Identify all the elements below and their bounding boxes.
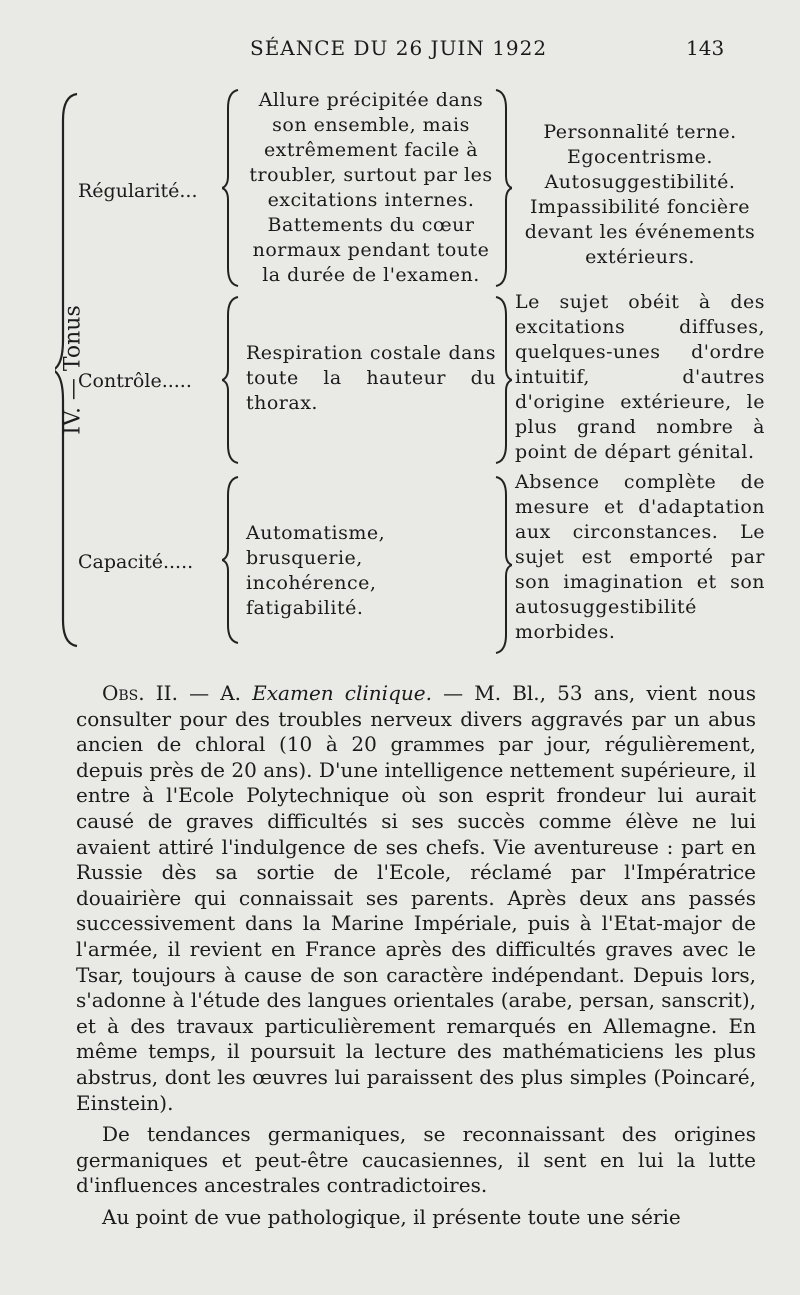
brace-left (222, 295, 242, 465)
row-1-observation: Allure précipitée dans son ensemble, mais extrêmement facile à troubler, surtout par les excitations internes. Battements du cœur normaux pendant toute la durée de l'examen. (249, 89, 493, 286)
running-title: SÉANCE DU 26 JUIN 1922 (250, 36, 548, 60)
body-text (76, 681, 756, 1230)
row-2-interpretation: Le sujet obéit à des excitations diffuses, quelques-unes d'ordre intuitif, d'autres d'origine extérieure, le plus grand nombre à point de départ génital. (515, 291, 765, 463)
brace-right (492, 295, 512, 465)
row-2-observation: Respiration costale dans toute la hauteur du thorax. (246, 342, 496, 414)
brace-right (492, 88, 512, 288)
row-3-interpretation: Absence complète de mesure et d'adaptation aux circonstances. Le sujet est emporté par son imagination et son autosuggestibilité morbides. (515, 471, 765, 643)
row-label-regularite: Régularité... (78, 180, 198, 202)
brace-left (222, 475, 242, 645)
brace-left (222, 88, 242, 288)
row-3-observation: Automatisme, brusquerie, incohérence, fatigabilité. (246, 522, 386, 619)
row-label-capacite: Capacité..... (78, 551, 194, 573)
paragraph-obs (76, 681, 756, 1116)
row-1-interpretation: Personnalité terne. Egocentrisme. Autosuggestibilité. Impassibilité foncière devant les événements extérieurs. (524, 121, 756, 268)
row-label-controle: Contrôle..... (78, 370, 192, 392)
section-side-label: IV. — Tonus (60, 305, 86, 435)
page-number: 143 (686, 36, 725, 60)
paragraph-pathologie: Au point de vue pathologique, il présente toute une série (102, 1204, 681, 1229)
obs-text: — M. Bl., 53 ans, vient nous consulter pour des troubles nerveux divers aggravés par un abus ancien de chloral (10 à 20 grammes par jour, régulièrement, depuis près de 20 ans). D'une intelligence nettement supérieure, il entre à l'Ecole Polytechnique où son esprit frondeur lui aurait causé de graves difficultés si ses succès comme élève ne lui avaient attiré l'indulgence de ses chefs. Vie aventureuse : part en Russie dès sa sortie de l'Ecole, réclamé par l'Impératrice douairière qui connaissait ses parents. Après deux ans passés successivement dans la Marine Impériale, puis à l'Etat-major de l'armée, il revient en France après des difficultés graves avec le Tsar, toujours à cause de son caractère indépendant. Depuis lors, s'adonne à l'étude des langues orientales (arabe, persan, sanscrit), et à des travaux particulièrement remarqués en Allemagne. En même temps, il poursuit la lecture des mathématiciens les plus abstrus, dont les œuvres lui paraissent des plus simples (Poincaré, Einstein). (76, 681, 756, 1115)
obs-title: Examen clinique. (252, 681, 432, 705)
brace-right (492, 475, 512, 655)
obs-label: Obs. II. (102, 681, 178, 705)
obs-dash: — A. (177, 681, 253, 705)
paragraph-tendances: De tendances germaniques, se reconnaissant des origines germaniques et peut-être caucasiennes, il sent en lui la lutte d'influences ancestrales contradictoires. (76, 1122, 756, 1198)
